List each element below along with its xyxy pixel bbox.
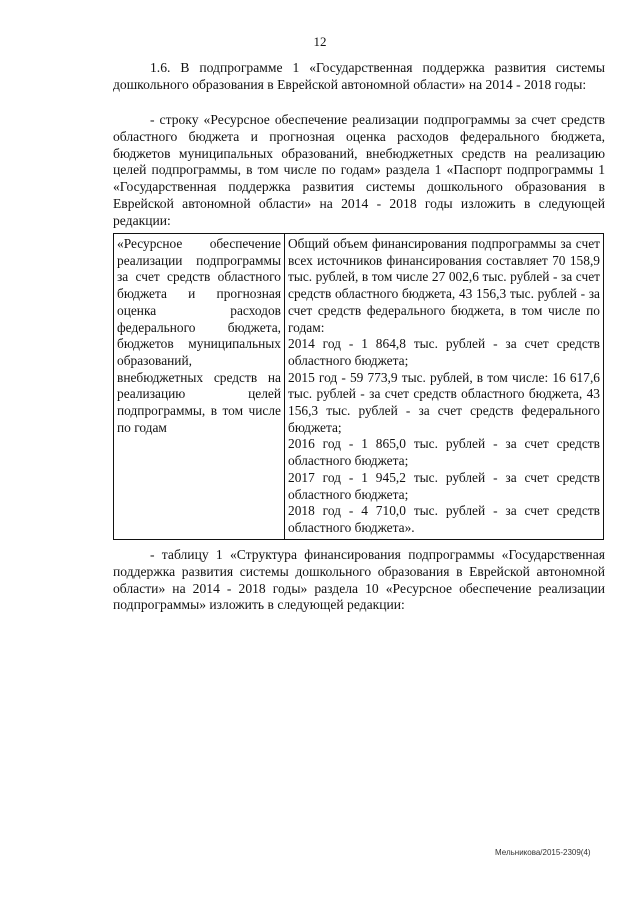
table-left-cell: «Ресурсное обеспечение реализации подпрограммы за счет средств областного бюджета и прогнозная оценка расходов федерального бюджета, бюджетов муниципальных образований, внебюджетных средств на реализацию целей подпрограммы, в том числе по годам [114,234,285,540]
resource-table [113,233,604,540]
table-right-line: 2017 год - 1 945,2 тыс. рублей - за счет средств областного бюджета; [288,469,600,502]
paragraph-1 [113,60,605,94]
paragraph-2 [113,112,605,230]
table-right-line: 2018 год - 4 710,0 тыс. рублей - за счет средств областного бюджета». [288,503,600,535]
paragraph-2-text: - строку «Ресурсное обеспечение реализации подпрограммы за счет средств областного бюджета и прогнозная оценка расходов федерального бюджета, бюджетов муниципальных образований, внебюджетных средств на реализацию целей подпрограммы, в том числе по годам» раздела 1 «Паспорт подпрограммы 1 «Государственная поддержка развития системы дошкольного образования в Еврейской автономной области» на 2014 - 2018 годы изложить в следующей редакции: [113,112,605,228]
table-right-cell [285,234,604,540]
table-right-line: 2014 год - 1 864,8 тыс. рублей - за счет средств областного бюджета; [288,336,600,368]
footer-code: Мельникова/2015-2309(4) [495,848,591,857]
paragraph-3 [113,547,605,614]
page-number: 12 [313,34,327,49]
paragraph-3-text: - таблицу 1 «Структура финансирования подпрограммы «Государственная поддержка развития системы дошкольного образования в Еврейской автономной области» на 2014 - 2018 годы» раздела 10 «Ресурсное обеспечение реализации подпрограммы» изложить в следующей редакции: [113,547,605,613]
table-right-line: 2015 год - 59 773,9 тыс. рублей, в том числе: 16 617,6 тыс. рублей - за счет средств областного бюджета, 43 156,3 тыс. рублей - за счет средств федерального бюджета; [288,369,600,435]
paragraph-1-text: 1.6. В подпрограмме 1 «Государственная поддержка развития системы дошкольного образования в Еврейской автономной области» на 2014 - 2018 годы: [113,60,605,92]
table-right-line: 2016 год - 1 865,0 тыс. рублей - за счет средств областного бюджета; [288,436,600,469]
table-row [114,234,604,540]
table-right-line: Общий объем финансирования подпрограммы за счет всех источников финансирования составляет 70 158,9 тыс. рублей, в том числе 27 002,6 тыс. рублей - за счет средств областного бюджета, 43 156,3 тыс. рублей - за счет средств федерального бюджета, в том числе по годам: [288,236,600,335]
